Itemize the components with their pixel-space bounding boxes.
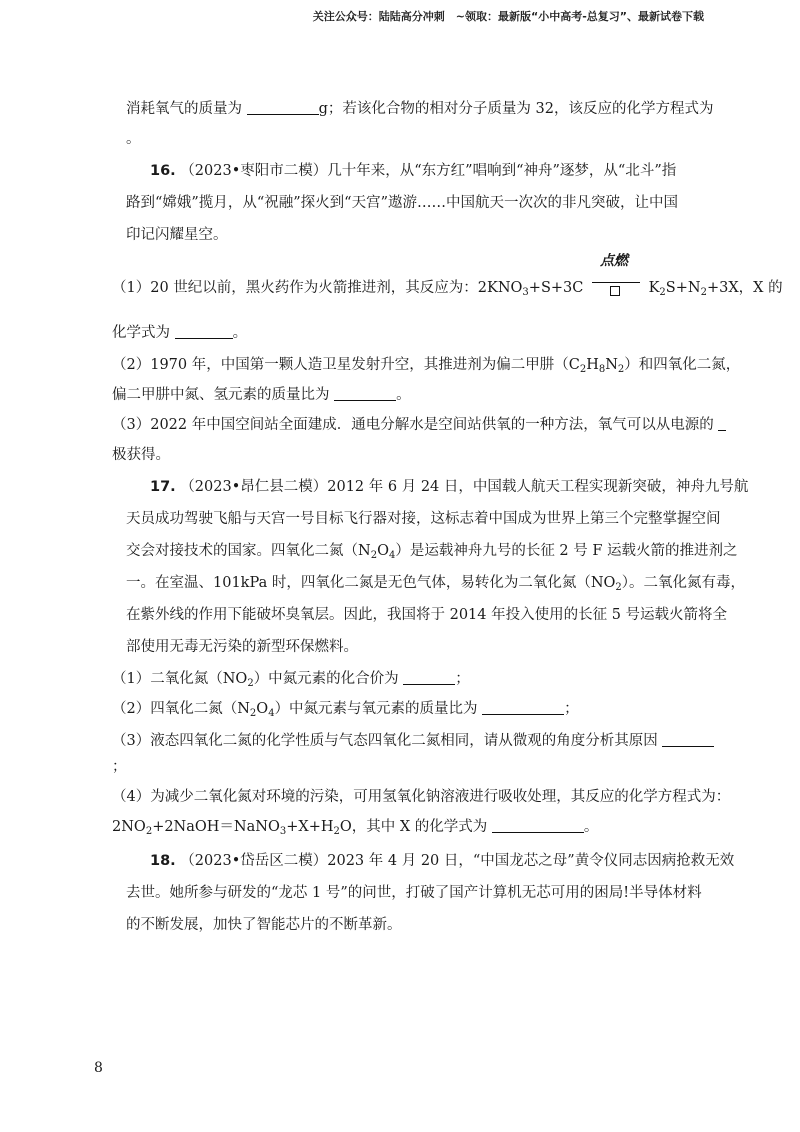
sub: 2 [579,364,587,375]
q16-p2-a: （2）1970 年，中国第一颗人造卫星发射升空，其推进剂为偏二甲肼（C [112,357,580,373]
q18-text-1: （2023•岱岳区二模）2023 年 4 月 20 日，“中国龙芯之母”黄令仪同志因病抢救无效 [180,853,735,869]
q17-p4b: +2NaOH＝NaNO [152,819,280,835]
q17-part4-line-2 [112,814,598,840]
q16-part2-line-2 [112,382,411,408]
q16-part2-line-1 [112,352,740,378]
q17-p1a: （1）二氧化氮（NO [112,671,248,687]
intro-text-a: 消耗氧气的质量为 [126,101,242,117]
q17-p4a: 2NO [112,819,146,835]
answer-blank[interactable] [175,321,233,339]
q17-p1b: ）中氮元素的化合价为 [253,671,399,687]
q17-line-5: 在紫外线的作用下能破坏臭氧层。因此，我国将于 2014 年投入使用的长征 5 号运载火箭将全 [126,607,728,623]
sub: 4 [268,708,275,719]
q16-p1-end: 。 [232,325,248,341]
q18-line-3: 的不断发展，加快了智能芯片的不断革新。 [126,917,402,933]
q16-p2-d: ）和四氧化二氮， [624,357,741,373]
q16-line-1 [150,158,676,184]
q17-p1end: ； [455,671,470,687]
answer-blank[interactable] [662,729,714,747]
sub: 2 [249,708,257,719]
q17-p4c: +X+H [286,819,334,835]
q17-part4-line-1: （4）为减少二氧化氮对环境的污染，可用氢氧化钠溶液进行吸收处理，其反应的化学方程式为： [112,789,731,805]
q17-line-4 [126,570,745,596]
q17-p4d: O，其中 X 的化学式为 [339,819,488,835]
q17-line-6: 部使用无毒无污染的新型环保燃料。 [126,639,358,655]
sub: 2 [370,550,378,561]
answer-blank[interactable] [247,97,319,115]
answer-blank[interactable] [334,383,396,401]
q16-p2-c: N [605,357,618,373]
sub: 8 [598,364,606,375]
sub: 2 [700,287,707,298]
q17-line-3 [126,538,738,564]
q16-p2-b: H [586,357,599,373]
answer-blank[interactable] [482,697,564,715]
sub: 2 [247,678,254,689]
answer-blank[interactable] [492,815,584,833]
q17-p2a: （2）四氧化二氮（N [112,701,250,717]
q16-p2-l2: 偏二甲肼中氮、氢元素的质量比为 [112,387,330,403]
q16-part3-line-2: 极获得。 [112,447,170,463]
q16-p1-l2: 化学式为 [112,325,170,341]
q17-p2b: O [256,701,269,717]
q17-line-2: 天员成功驾驶飞船与天宫一号目标飞行器对接，这标志着中国成为世界上第三个完整掌握空间 [126,511,721,527]
q17-part3-line-1 [112,728,714,754]
intro-line-1 [126,96,713,122]
condition-label: 点燃 [599,253,628,269]
q16-part3-line-1 [112,412,726,438]
q17-p3-l1: （3）液态四氧化二氮的化学性质与气态四氧化二氮相同，请从微观的角度分析其原因 [112,733,658,749]
q18-line-2: 去世。她所参与研发的“龙芯 1 号”的问世，打破了国产计算机无芯可用的困局!半导体材料 [126,885,702,901]
q16-p3-l1: （3）2022 年中国空间站全面建成．通电分解水是空间站供氧的一种方法，氧气可以从电源的 [112,417,714,433]
q16-p1-a: （1）20 世纪以前，黑火药作为火箭推进剂，其反应为：2KNO [112,280,523,296]
sub: 2 [615,582,622,593]
q17-p2end: ； [564,701,579,717]
intro-line-2: 。 [126,131,141,147]
condition-box-icon [610,286,620,296]
sub: 3 [279,826,287,837]
sub: 2 [333,826,340,837]
q17-p2c: ）中氮元素与氧元素的质量比为 [274,701,478,717]
q16-p1-c: K [648,280,660,296]
q16-p1-d: S+N [665,280,701,296]
sub: 2 [659,287,666,298]
q17-l4b: ）。二氧化氮有毒， [621,575,746,591]
q16-text-1: （2023•枣阳市二模）几十年来，从“东方红”唱响到“神舟”逐梦，从“北斗”指 [180,163,677,179]
q16-p1-b: +S+3C [528,280,584,296]
q16-part1-line-1 [112,253,783,301]
q16-line-3: 印记闪耀星空。 [126,227,228,243]
q17-line-1 [150,474,748,500]
sub: 2 [145,826,153,837]
answer-blank[interactable] [718,413,726,431]
q17-number: 17. [150,479,176,495]
q17-part3-line-2: ； [112,759,127,775]
q16-part1-line-2 [112,320,247,346]
reaction-arrow-line [592,282,640,283]
q16-p1-e: +3X，X 的 [706,280,783,296]
q17-l4a: 一。在室温、101kPa 时，四氧化二氮是无色气体，易转化为二氧化氮（NO [126,575,616,591]
intro-text-b: g；若该化合物的相对分子质量为 32，该反应的化学方程式为 [318,101,714,117]
sub: 4 [388,550,396,561]
q17-part2 [112,696,579,722]
q17-text-1: （2023•昂仁县二模）2012 年 6 月 24 日，中国载人航天工程实现新突破，神舟九号航 [180,479,749,495]
q16-p2-end: 。 [396,387,411,403]
q17-l3b: O [377,543,389,559]
page-number: 8 [94,1060,103,1076]
page-header: 关注公众号：陆陆高分冲刺 ~领取：最新版“小中高考-总复习”、最新试卷下载 [312,10,704,23]
q18-number: 18. [150,853,176,869]
sub: 2 [617,364,625,375]
q17-l3c: ）是运载神舟九号的长征 2 号 F 运载火箭的推进剂之 [395,543,738,559]
q17-p4-end: 。 [583,819,599,835]
reaction-condition [588,253,644,298]
answer-blank[interactable] [403,667,455,685]
q18-line-1 [150,848,734,874]
q17-part1 [112,666,470,692]
sub: 3 [522,287,529,298]
q16-number: 16. [150,163,176,179]
q17-l3a: 交会对接技术的国家。四氧化二氮（N [126,543,371,559]
q16-line-2: 路到“嫦娥”揽月，从“祝融”探火到“天宫”遨游……中国航天一次次的非凡突破，让中国 [126,195,678,211]
